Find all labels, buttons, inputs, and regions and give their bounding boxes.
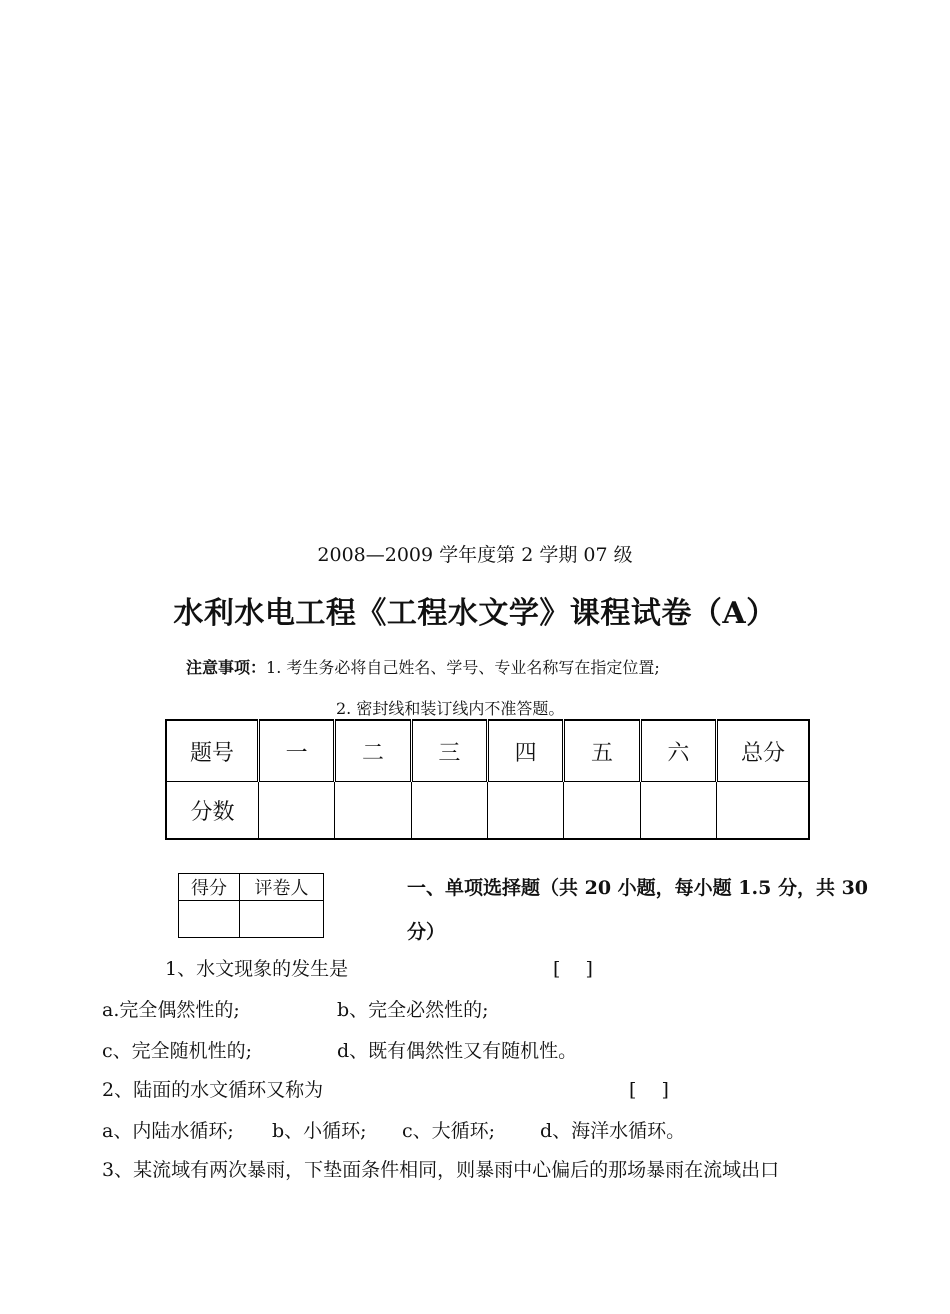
grader-name-cell (240, 901, 324, 938)
score-row-label: 分数 (166, 782, 259, 840)
score-cell-5 (564, 782, 640, 840)
score-header-1: 一 (259, 720, 335, 782)
question-1-option-c: c、完全随机性的; (102, 1040, 253, 1062)
question-2-option-b: b、小循环; (272, 1120, 367, 1142)
question-1-option-b: b、完全必然性的; (337, 999, 489, 1021)
score-table (165, 719, 810, 840)
question-2-option-d: d、海洋水循环。 (540, 1120, 686, 1142)
question-1-option-d: d、既有偶然性又有随机性。 (337, 1040, 578, 1062)
score-header-6: 六 (640, 720, 716, 782)
notice-line-2: 2. 密封线和装订线内不准答题。 (336, 699, 565, 718)
question-2-answer-bracket: [ ] (629, 1079, 669, 1101)
score-table-header-row (166, 720, 809, 782)
score-cell-6 (640, 782, 716, 840)
score-cell-1 (259, 782, 335, 840)
score-header-5: 五 (564, 720, 640, 782)
grader-blank-row (179, 901, 324, 938)
grader-header-row (179, 874, 324, 901)
exam-title: 水利水电工程《工程水文学》课程试卷（A） (173, 596, 777, 631)
grader-table (178, 873, 324, 938)
question-2-option-a: a、内陆水循环; (102, 1120, 234, 1142)
score-header-total: 总分 (717, 720, 810, 782)
question-2-option-c: c、大循环; (402, 1120, 496, 1142)
grader-name-label: 评卷人 (240, 874, 324, 901)
semester-line: 2008—2009 学年度第 2 学期 07 级 (317, 544, 633, 566)
question-1-stem: 1、水文现象的发生是 (165, 958, 349, 980)
score-cell-2 (335, 782, 411, 840)
score-header-2: 二 (335, 720, 411, 782)
question-1-option-a: a.完全偶然性的; (102, 999, 240, 1021)
notice-text-1: 1. 考生务必将自己姓名、学号、专业名称写在指定位置; (266, 658, 660, 677)
score-cell-3 (411, 782, 487, 840)
score-table-score-row (166, 782, 809, 840)
score-cell-4 (487, 782, 563, 840)
score-cell-total (717, 782, 810, 840)
notice-line-1 (186, 655, 660, 678)
question-2-stem: 2、陆面的水文循环又称为 (102, 1079, 324, 1101)
question-3-stem: 3、某流域有两次暴雨，下垫面条件相同，则暴雨中心偏后的那场暴雨在流域出口 (102, 1159, 780, 1181)
question-1-answer-bracket: [ ] (553, 958, 593, 980)
grader-score-cell (179, 901, 240, 938)
grader-score-label: 得分 (179, 874, 240, 901)
section-1-heading: 一、单项选择题（共 20 小题，每小题 1.5 分，共 30 分） (407, 877, 869, 943)
score-header-3: 三 (411, 720, 487, 782)
score-header-4: 四 (487, 720, 563, 782)
notice-label: 注意事项： (186, 658, 267, 677)
score-header-number: 题号 (166, 720, 259, 782)
